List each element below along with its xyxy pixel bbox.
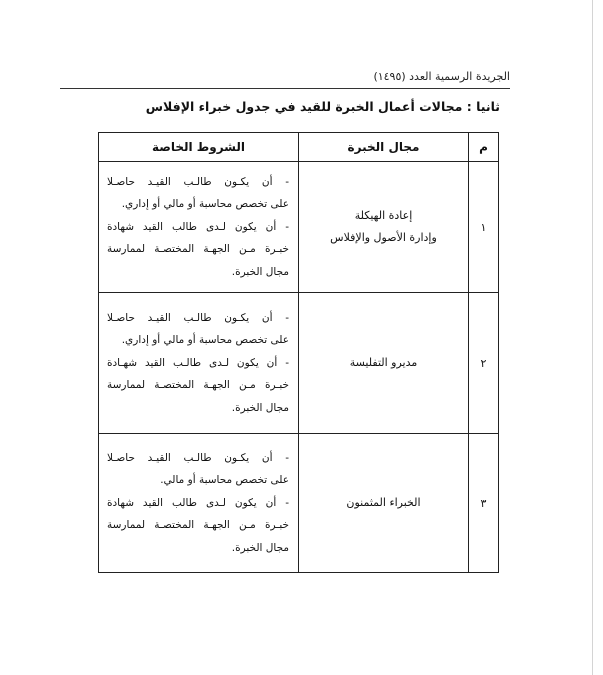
table-row: [99, 162, 499, 293]
field-line: الخبراء المثمنون: [346, 496, 421, 509]
condition-line: خبـرة مـن الجهـة المختصـة لممارسة: [107, 379, 289, 392]
condition-line: على تخصص محاسبة أو مالي أو إداري.: [121, 198, 289, 211]
conditions-cell: [99, 293, 299, 434]
condition-line: - أن يكون لـدى طالب القيد شهادة: [107, 220, 289, 233]
condition-line: - أن يكـون طالـب القيـد حاصـلا: [107, 175, 289, 188]
header-rule: [60, 88, 510, 89]
field-line: إعادة الهيكلة: [354, 209, 413, 222]
condition-line: خبـرة مـن الجهـة المختصـة لممارسة: [107, 519, 289, 532]
condition-line: - أن يكون لـدى طالـب القيد شهـادة: [107, 356, 289, 369]
condition-line: - أن يكـون طالـب القيـد حاصـلا: [107, 451, 289, 464]
condition-line: خبـرة مـن الجهـة المختصـة لممارسة: [107, 243, 289, 256]
field-cell: [299, 162, 469, 293]
condition-line: على تخصص محاسبة أو مالي أو إداري.: [121, 334, 289, 347]
table-row: [99, 434, 499, 573]
condition-line: على تخصص محاسبة أو مالي.: [160, 474, 289, 487]
condition-line: مجال الخبرة.: [231, 541, 289, 554]
row-number-cell: ١: [469, 162, 499, 293]
section-title: ثانيا : مجالات أعمال الخبرة للقيد في جدول خبراء الإفلاس: [145, 99, 500, 114]
column-header-field: مجال الخبرة: [299, 133, 469, 162]
experience-fields-table: [98, 132, 499, 573]
conditions-cell: [99, 162, 299, 293]
condition-line: مجال الخبرة.: [231, 265, 289, 278]
field-line: وإدارة الأصول والإفلاس: [330, 231, 437, 244]
running-header: الجريدة الرسمية العدد (١٤٩٥): [373, 70, 510, 83]
condition-line: - أن يكون لـدى طالب القيد شهادة: [107, 496, 289, 509]
field-cell: [299, 434, 469, 573]
row-number-cell: ٢: [469, 293, 499, 434]
column-header-number: م: [469, 133, 499, 162]
row-number-cell: ٣: [469, 434, 499, 573]
page-edge-line: [592, 0, 593, 675]
conditions-cell: [99, 434, 299, 573]
field-cell: [299, 293, 469, 434]
condition-line: - أن يكـون طالـب القيـد حاصـلا: [107, 311, 289, 324]
field-line: مديرو التفليسة: [349, 356, 418, 369]
column-header-conditions: الشروط الخاصة: [99, 133, 299, 162]
condition-line: مجال الخبرة.: [231, 401, 289, 414]
table-header-row: [99, 133, 499, 162]
table-row: [99, 293, 499, 434]
